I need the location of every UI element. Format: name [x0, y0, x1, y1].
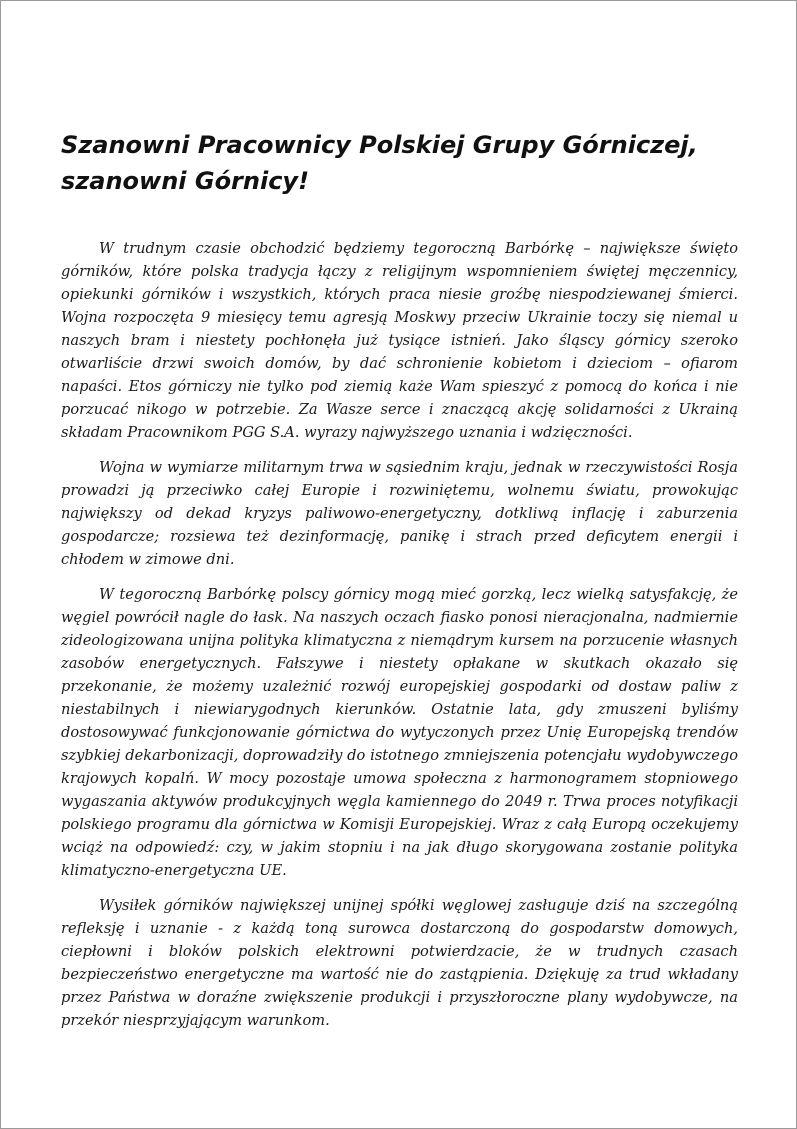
title-line-2: szanowni Górnicy! — [61, 167, 310, 195]
title-line-1: Szanowni Pracownicy Polskiej Grupy Górniczej, — [61, 131, 698, 159]
letter-body — [61, 237, 738, 1044]
paragraph-3: W tegoroczną Barbórkę polscy górnicy mogą mieć gorzką, lecz wielką satysfakcję, że węgiel powrócił nagle do łask. Na naszych oczach fiasko ponosi nieracjonalna, nadmiernie zideologizowana unijna polityka klimatyczna z niemądrym kursem na porzucenie własnych zasobów energetycznych. Fałszywe i niestety opłakane w skutkach okazało się przekonanie, że możemy uzależnić rozwój europejskiej gospodarki od dostaw paliw z niestabilnych i niewiarygodnych kierunków. Ostatnie lata, gdy zmuszeni byliśmy dostosowywać funkcjonowanie górnictwa do wytyczonych przez Unię Europejską trendów szybkiej dekarbonizacji, doprowadziły do istotnego zmniejszenia potencjału wydobywczego krajowych kopalń. W mocy pozostaje umowa społeczna z harmonogramem stopniowego wygaszania aktywów produkcyjnych węgla kamiennego do 2049 r. Trwa proces notyfikacji polskiego programu dla górnictwa w Komisji Europejskiej. Wraz z całą Europą oczekujemy wciąż na odpowiedź: czy, w jakim stopniu i na jak długo skorygowana zostanie polityka klimatyczno-energetyczna UE. — [61, 586, 738, 879]
paragraph-1: W trudnym czasie obchodzić będziemy tegoroczną Barbórkę – największe święto górników, które polska tradycja łączy z religijnym wspomnieniem świętej męczennicy, opiekunki górników i wszystkich, których praca niesie groźbę niespodziewanej śmierci. Wojna rozpoczęta 9 miesięcy temu agresją Moskwy przeciw Ukrainie toczy się niemal u naszych bram i niestety pochłonęła już tysiące istnień. Jako śląscy górnicy szeroko otwarliście drzwi swoich domów, by dać schronienie kobietom i dzieciom – ofiarom napaści. Etos górniczy nie tylko pod ziemią każe Wam spieszyć z pomocą do końca i nie porzucać nikogo w potrzebie. Za Wasze serce i znaczącą akcję solidarności z Ukrainą składam Pracownikom PGG S.A. wyrazy najwyższego uznania i wdzięczności. — [61, 240, 738, 441]
letter-title — [61, 127, 751, 199]
paragraph-4: Wysiłek górników największej unijnej spółki węglowej zasługuje dziś na szczególną refleksję i uznanie - z każdą toną surowca dostarczoną do gospodarstw domowych, ciepłowni i bloków polskich elektrowni potwierdzacie, że w trudnych czasach bezpieczeństwo energetyczne ma wartość nie do zastąpienia. Dziękuję za trud wkładany przez Państwa w doraźne zwiększenie produkcji i przyszłoroczne plany wydobywcze, na przekór niesprzyjającym warunkom. — [61, 897, 738, 1029]
paragraph-2: Wojna w wymiarze militarnym trwa w sąsiednim kraju, jednak w rzeczywistości Rosja prowadzi ją przeciwko całej Europie i rozwiniętemu, wolnemu światu, prowokując największy od dekad kryzys paliwowo-energetyczny, dotkliwą inflację i zaburzenia gospodarcze; rozsiewa też dezinformację, panikę i strach przed deficytem energii i chłodem w zimowe dni. — [61, 459, 738, 568]
